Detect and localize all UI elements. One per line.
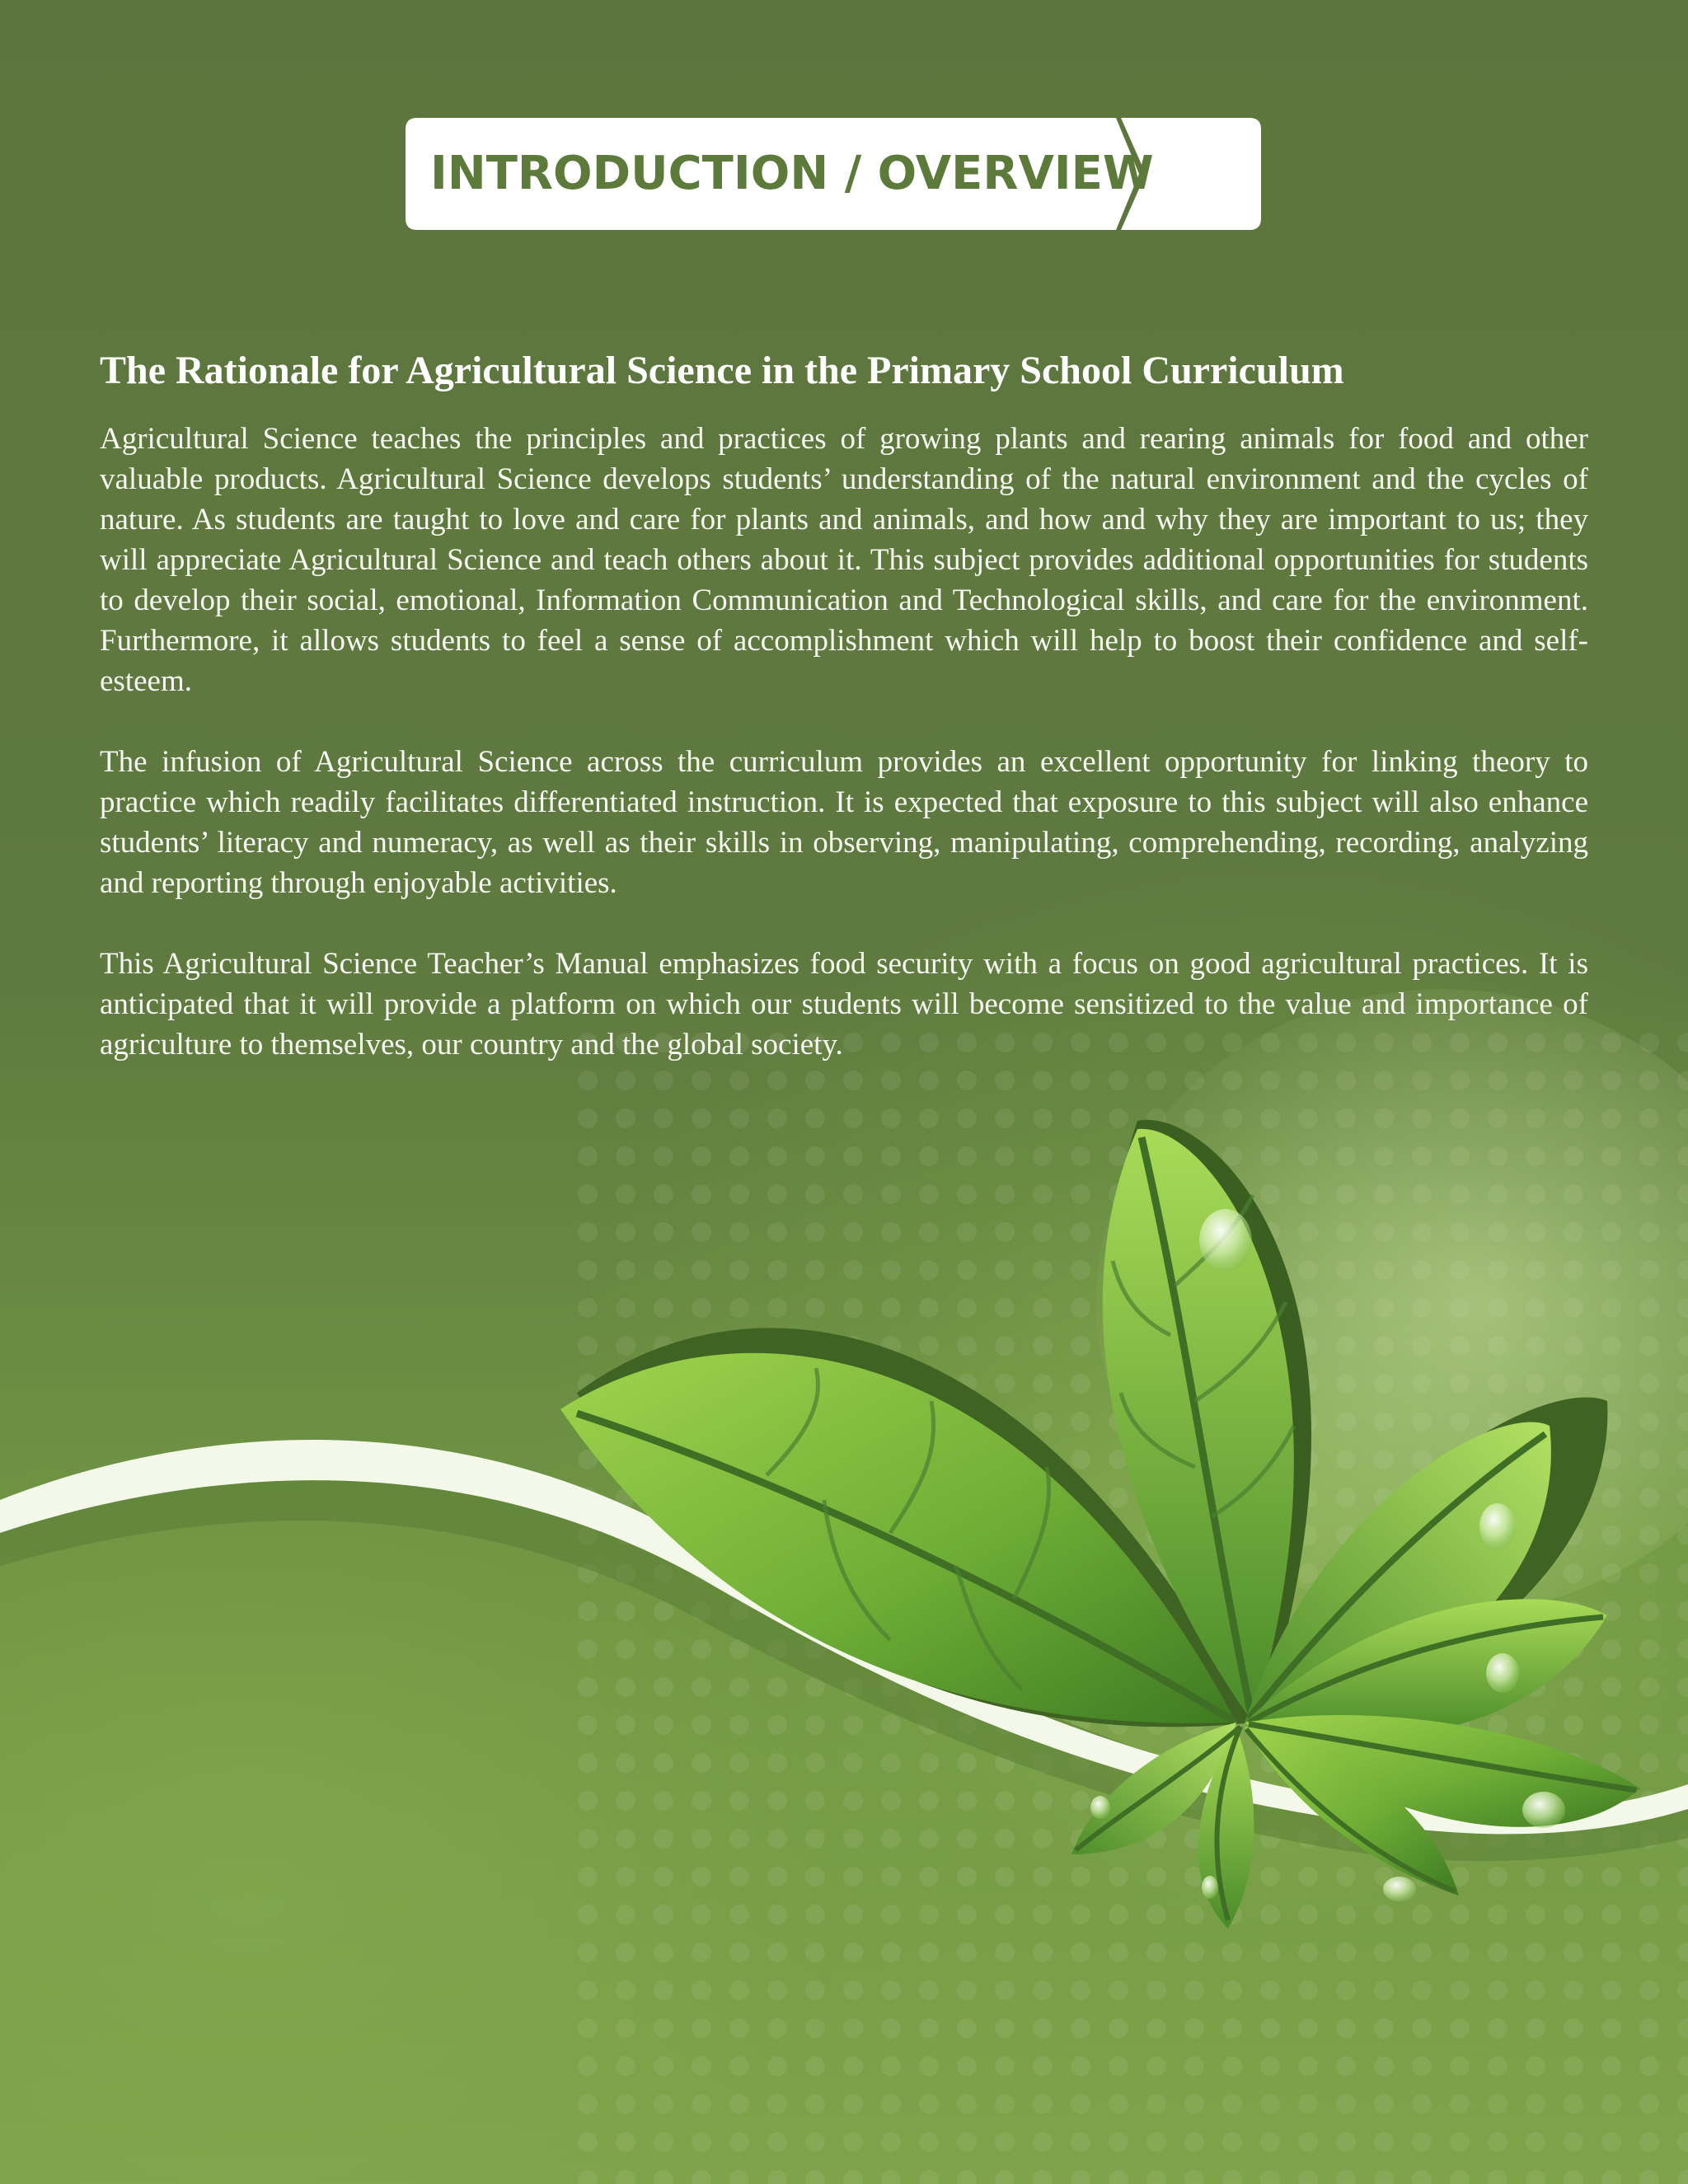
dew-drop <box>1383 1877 1416 1901</box>
banner-title: INTRODUCTION / OVERVIEW <box>430 147 1154 200</box>
paragraph: The infusion of Agricultural Science across the curriculum provides an excellent opportunity for linking theory to practice which readily facilitates differentiated instruction. It is expected that exposure to this subject will also enhance students’ literacy and numeracy, as well as their skills in observing, manipulating, comprehending, recording, analyzing and reporting through enjoyable activities. <box>100 745 1588 900</box>
main-content <box>100 338 1588 1105</box>
dew-drop <box>1090 1796 1110 1819</box>
dew-drop <box>1202 1876 1218 1899</box>
dew-drop <box>1522 1792 1565 1828</box>
paragraph: Agricultural Science teaches the principles and practices of growing plants and rearing animals for food and other valuable products. Agricultural Science develops students’ understanding of the natural environment and the cycles of nature. As students are taught to love and care for plants and animals, and how and why they are important to us; they will appreciate Agricultural Science and teach others about it. This subject provides additional opportunities for students to develop their social, emotional, Information Communication and Technological skills, and care for the environment. Furthermore, it allows students to feel a sense of accomplishment which will help to boost their confidence and self-esteem. <box>100 422 1588 698</box>
section-banner <box>406 118 1261 230</box>
section-heading: The Rationale for Agricultural Science in the Primary School Curriculum <box>100 349 1344 392</box>
dew-drop <box>1199 1209 1252 1272</box>
dew-drop <box>1479 1503 1516 1549</box>
paragraph: This Agricultural Science Teacher’s Manual emphasizes food security with a focus on good agricultural practices. It is anticipated that it will provide a platform on which our students will become sensitized to the value and importance of agriculture to themselves, our country and the global society. <box>100 947 1588 1062</box>
dew-drop <box>1486 1653 1519 1693</box>
